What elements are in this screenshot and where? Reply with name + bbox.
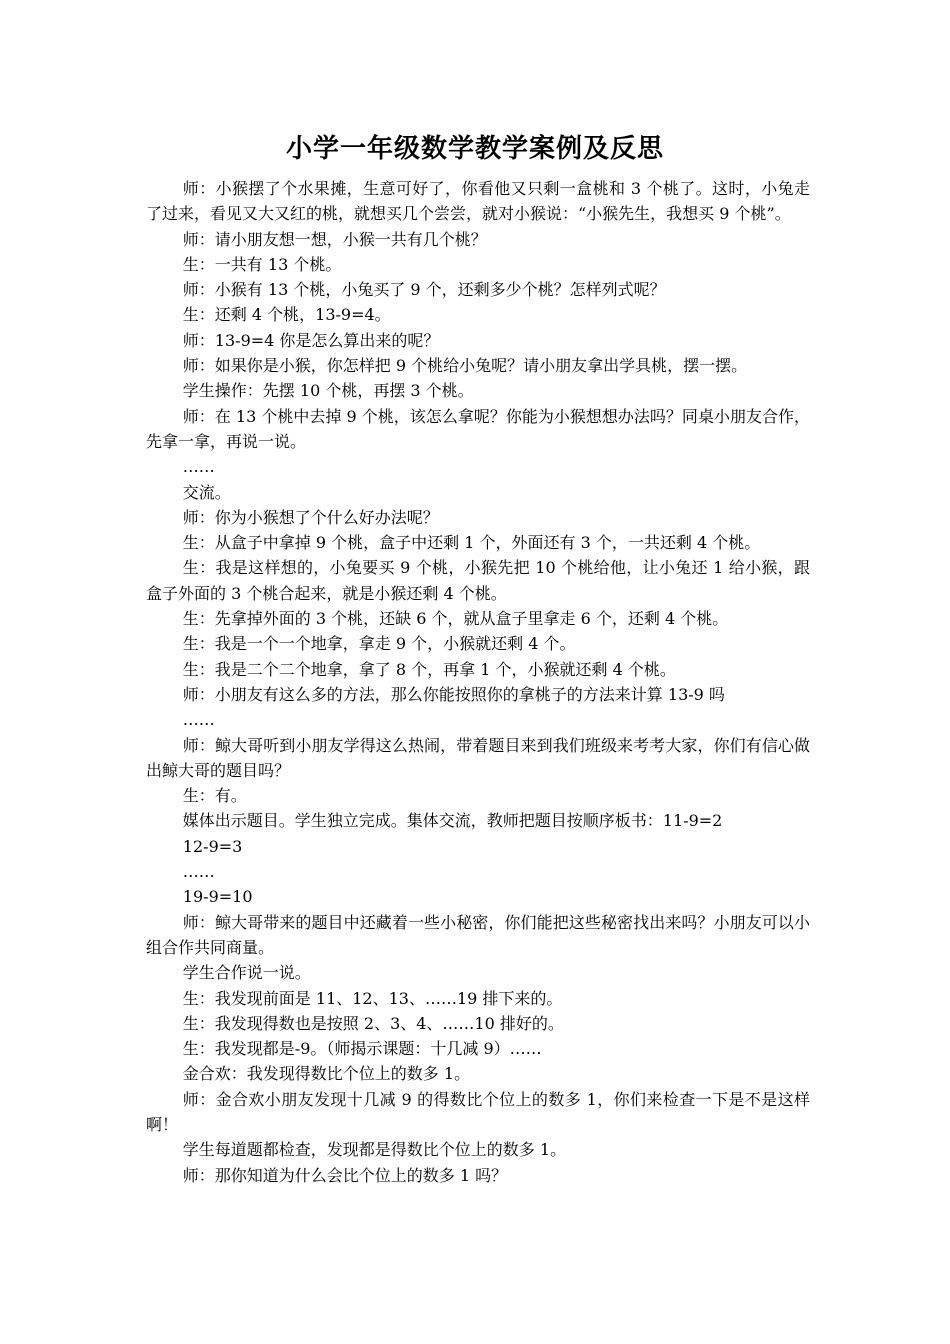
paragraph: 师：小朋友有这么多的方法，那么你能按照你的拿桃子的方法来计算 13-9 吗 [182,684,725,704]
paragraph: 生：我发现得数也是按照 2、3、4、……10 排好的。 [182,1013,564,1033]
paragraph: 师：请小朋友想一想，小猴一共有几个桃？ [182,229,487,249]
paragraph: 媒体出示题目。学生独立完成。集体交流，教师把题目按顺序板书：11-9=2 [182,811,723,831]
paragraph: 生：我发现都是-9。（师揭示课题：十几减 9）…… [182,1039,542,1059]
paragraph: 生：我是二个二个地拿，拿了 8 个，再拿 1 个，小猴就还剩 4 个桃。 [182,659,676,679]
document-body [146,176,810,1188]
paragraph: 生：有。 [182,786,247,806]
ellipsis-line: …… [182,862,215,882]
document-title: 小学一年级数学教学案例及反思 [285,134,664,164]
equation-line: 12-9=3 [182,836,243,856]
equation-line: 19-9=10 [182,887,253,907]
paragraph: 生：一共有 13 个桃。 [182,254,342,274]
paragraph: 交流。 [182,482,231,502]
paragraph: 师：小猴摆了个水果摊，生意可好了，你看他又只剩一盒桃和 3 个桃了。这时，小兔走了过来，看见又大又红的桃，就想买几个尝尝，就对小猴说：“小猴先生，我想买 9 个桃”。 [146,179,810,224]
paragraph: 生：还剩 4 个桃，13-9=4。 [182,305,391,325]
paragraph: 生：从盒子中拿掉 9 个桃，盒子中还剩 1 个，外面还有 3 个，一共还剩 4 个桃。 [182,533,761,553]
paragraph: 师：在 13 个桃中去掉 9 个桃，该怎么拿呢？你能为小猴想想办法吗？同桌小朋友合作，先拿一拿，再说一说。 [146,406,810,451]
paragraph: 师：金合欢小朋友发现十几减 9 的得数比个位上的数多 1，你们来检查一下是不是这样啊！ [146,1089,810,1134]
paragraph: 师：如果你是小猴，你怎样把 9 个桃给小兔呢？请小朋友拿出学具桃，摆一摆。 [182,356,748,376]
paragraph: 金合欢：我发现得数比个位上的数多 1。 [182,1064,471,1084]
paragraph: 学生操作：先摆 10 个桃，再摆 3 个桃。 [182,381,474,401]
ellipsis-line: …… [182,710,215,730]
ellipsis-line: …… [182,457,215,477]
paragraph: 学生每道题都检查，发现都是得数比个位上的数多 1。 [182,1140,567,1160]
paragraph: 生：我是这样想的，小兔要买 9 个桃，小猴先把 10 个桃给他，让小兔还 1 给小猴，跟盒子外面的 3 个桃合起来，就是小猴还剩 4 个桃。 [146,558,810,603]
paragraph: 师：小猴有 13 个桃，小兔买了 9 个，还剩多少个桃？怎样列式呢？ [182,280,666,300]
paragraph: 师：那你知道为什么会比个位上的数多 1 吗？ [182,1165,508,1185]
paragraph: 师：你为小猴想了个什么好办法呢？ [182,507,439,527]
paragraph: 生：我发现前面是 11、12、13、……19 排下来的。 [182,988,563,1008]
paragraph: 师：鲸大哥听到小朋友学得这么热闹，带着题目来到我们班级来考考大家，你们有信心做出鲸大哥的题目吗？ [146,735,810,780]
paragraph: 生：我是一个一个地拿，拿走 9 个，小猴就还剩 4 个。 [182,634,576,654]
paragraph: 学生合作说一说。 [182,963,311,983]
paragraph: 师：13-9=4 你是怎么算出来的呢？ [182,330,440,350]
paragraph: 师：鲸大哥带来的题目中还藏着一些小秘密，你们能把这些秘密找出来吗？小朋友可以小组合作共同商量。 [146,912,810,957]
paragraph: 生：先拿掉外面的 3 个桃，还缺 6 个，就从盒子里拿走 6 个，还剩 4 个桃。 [182,609,729,629]
